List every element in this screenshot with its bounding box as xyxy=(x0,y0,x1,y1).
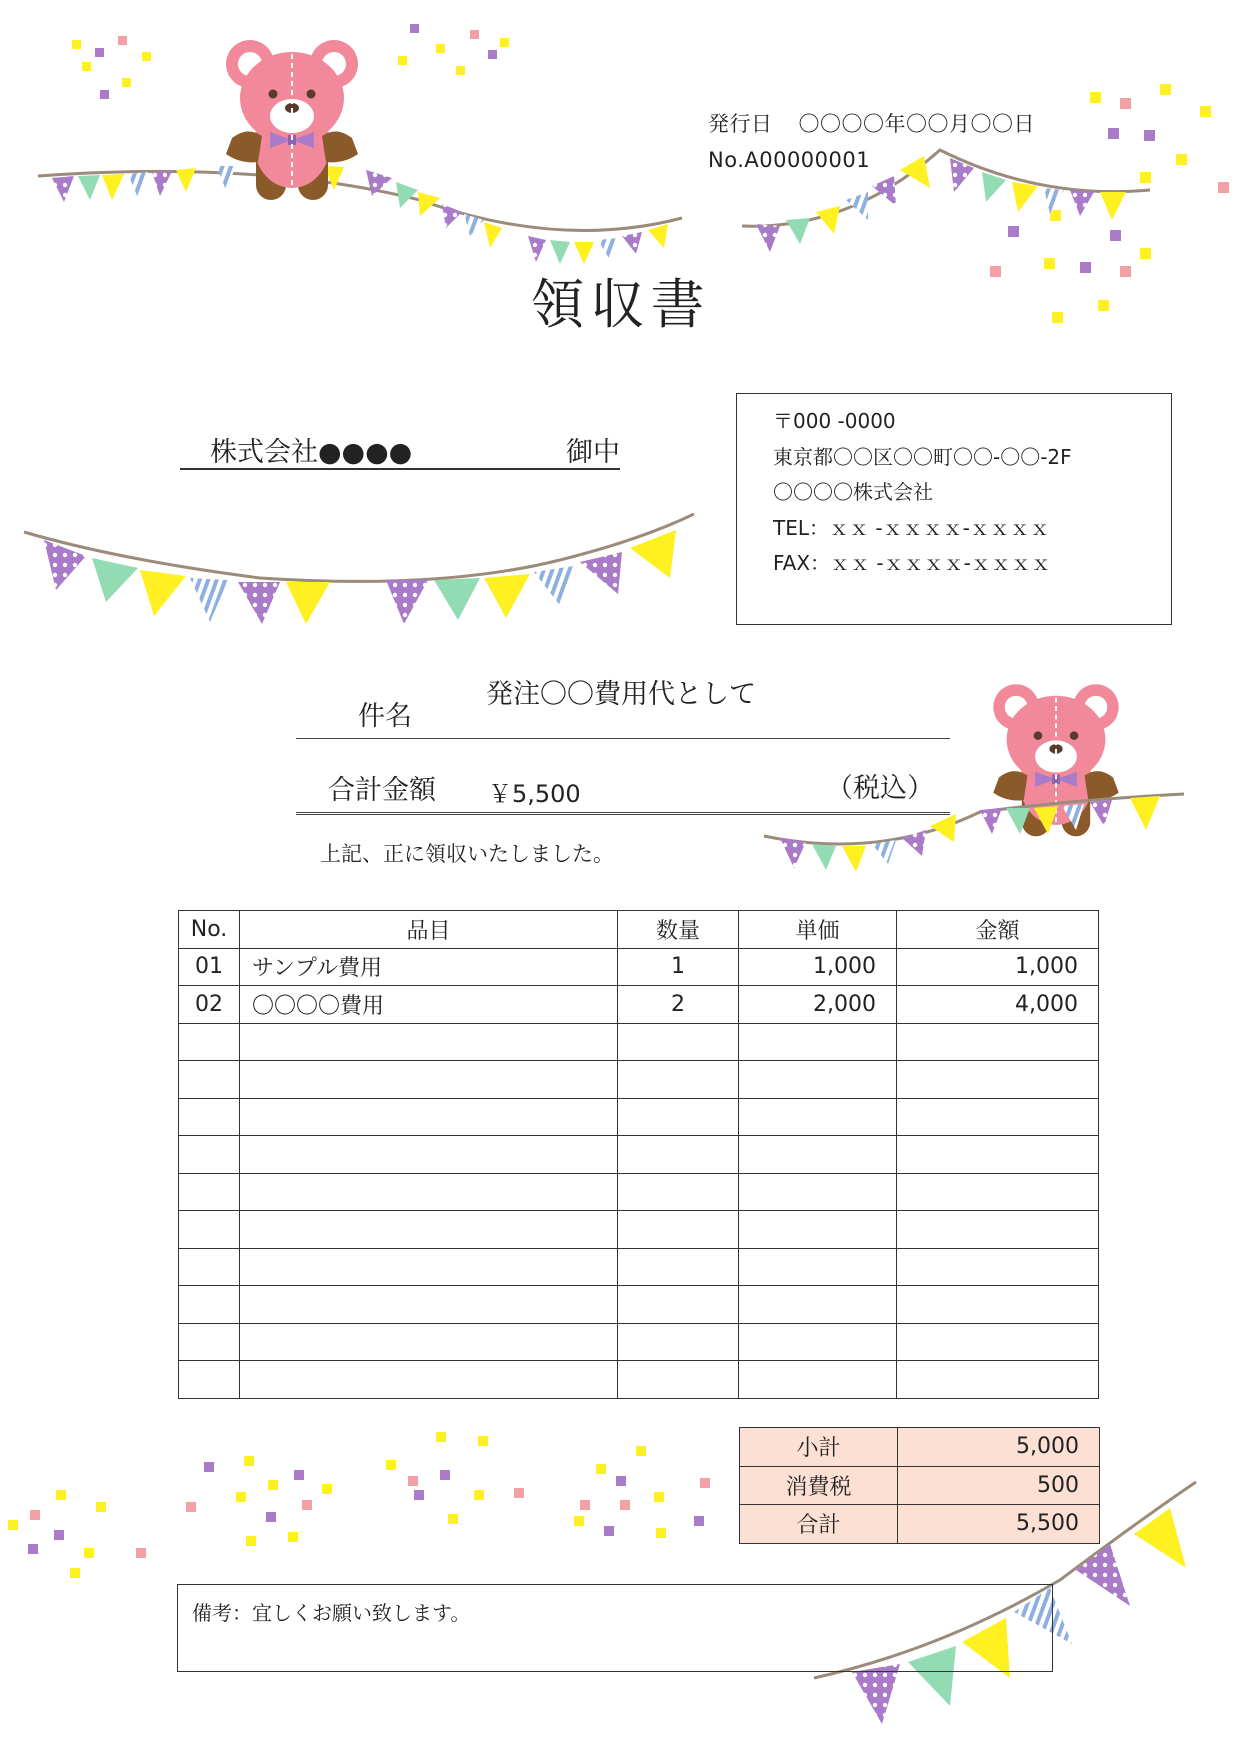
cell-unit-price xyxy=(739,1023,897,1061)
cell-amount: 4,000 xyxy=(897,986,1099,1024)
cell-unit-price xyxy=(739,1248,897,1286)
cell-amount xyxy=(897,1061,1099,1099)
table-row xyxy=(179,1248,1099,1286)
cell-unit-price xyxy=(739,1323,897,1361)
cell-qty: 2 xyxy=(618,986,739,1024)
totals-value: 5,500 xyxy=(898,1505,1100,1544)
cell-no xyxy=(179,1361,240,1399)
cell-qty xyxy=(618,1211,739,1249)
cell-item xyxy=(240,1248,618,1286)
cell-amount xyxy=(897,1361,1099,1399)
subject-label: 件名 xyxy=(358,701,412,732)
totals-value: 500 xyxy=(898,1466,1100,1505)
issue-date-value: 〇〇〇〇年〇〇月〇〇日 xyxy=(798,112,1035,136)
totals-row xyxy=(740,1466,1100,1505)
cell-no xyxy=(179,1211,240,1249)
header-item: 品目 xyxy=(240,911,618,949)
cell-unit-price xyxy=(739,1286,897,1324)
issue-date xyxy=(708,108,1035,138)
bear-illustration-right xyxy=(993,684,1118,836)
table-row xyxy=(179,1061,1099,1099)
cell-unit-price xyxy=(739,1361,897,1399)
header-no: No. xyxy=(179,911,240,949)
table-row xyxy=(179,1173,1099,1211)
issuer-tel: TEL：ｘｘ -ｘｘｘｘ-ｘｘｘｘ xyxy=(773,515,1050,540)
cell-amount xyxy=(897,1098,1099,1136)
cell-no xyxy=(179,1023,240,1061)
cell-no xyxy=(179,1248,240,1286)
cell-no: 01 xyxy=(179,948,240,986)
table-row xyxy=(179,1323,1099,1361)
cell-item xyxy=(240,1211,618,1249)
cell-item xyxy=(240,1361,618,1399)
cell-amount xyxy=(897,1173,1099,1211)
totals-label: 合計 xyxy=(740,1505,898,1544)
bunting-middle-left xyxy=(24,514,694,624)
issuer-company: 〇〇〇〇株式会社 xyxy=(773,480,933,504)
table-row xyxy=(179,1136,1099,1174)
cell-no: 02 xyxy=(179,986,240,1024)
cell-qty xyxy=(618,1173,739,1211)
header-unit-price: 単価 xyxy=(739,911,897,949)
issuer-address: 東京都〇〇区〇〇町〇〇-〇〇-2F xyxy=(773,444,1072,469)
table-row xyxy=(179,948,1099,986)
cell-unit-price xyxy=(739,1136,897,1174)
table-row xyxy=(179,1361,1099,1399)
addressee xyxy=(180,428,620,470)
document-title: 領収書 xyxy=(530,273,711,336)
cell-item xyxy=(240,1136,618,1174)
cell-amount xyxy=(897,1211,1099,1249)
cell-amount: 1,000 xyxy=(897,948,1099,986)
addressee-name: 株式会社●●●● xyxy=(210,437,413,468)
bunting-top-left xyxy=(38,166,682,264)
cell-qty xyxy=(618,1248,739,1286)
cell-no xyxy=(179,1173,240,1211)
cell-qty xyxy=(618,1023,739,1061)
total-value: ￥5,500 xyxy=(488,780,581,808)
cell-no xyxy=(179,1286,240,1324)
header-qty: 数量 xyxy=(618,911,739,949)
issue-date-label: 発行日 xyxy=(708,112,773,136)
items-table xyxy=(178,910,1099,1399)
cell-item: サンプル費用 xyxy=(240,948,618,986)
issuer-box xyxy=(736,393,1172,625)
cell-qty xyxy=(618,1361,739,1399)
cell-no xyxy=(179,1098,240,1136)
bear-illustration-top xyxy=(226,40,358,200)
cell-amount xyxy=(897,1323,1099,1361)
header-amount: 金額 xyxy=(897,911,1099,949)
cell-unit-price xyxy=(739,1173,897,1211)
cell-item: 〇〇〇〇費用 xyxy=(240,986,618,1024)
totals-value: 5,000 xyxy=(898,1428,1100,1467)
cell-item xyxy=(240,1061,618,1099)
table-row xyxy=(179,986,1099,1024)
cell-unit-price: 1,000 xyxy=(739,948,897,986)
subject-value: 発注〇〇費用代として xyxy=(486,679,756,710)
cell-unit-price: 2,000 xyxy=(739,986,897,1024)
table-header-row xyxy=(179,911,1099,949)
cell-item xyxy=(240,1173,618,1211)
cell-unit-price xyxy=(739,1211,897,1249)
table-row xyxy=(179,1211,1099,1249)
totals-label: 小計 xyxy=(740,1428,898,1467)
issuer-postal: 〒000 -0000 xyxy=(773,409,896,433)
total-label: 合計金額 xyxy=(328,775,436,806)
cell-no xyxy=(179,1323,240,1361)
cell-unit-price xyxy=(739,1061,897,1099)
cell-qty xyxy=(618,1098,739,1136)
issuer-fax: FAX：ｘｘ -ｘｘｘｘ-ｘｘｘｘ xyxy=(773,551,1051,575)
cell-item xyxy=(240,1323,618,1361)
cell-item xyxy=(240,1286,618,1324)
cell-amount xyxy=(897,1286,1099,1324)
cell-qty xyxy=(618,1136,739,1174)
tax-included-note: （税込） xyxy=(826,773,934,804)
cell-qty xyxy=(618,1061,739,1099)
cell-no xyxy=(179,1061,240,1099)
cell-qty xyxy=(618,1286,739,1324)
totals-table xyxy=(739,1427,1100,1544)
subject-line xyxy=(296,679,950,739)
table-row xyxy=(179,1098,1099,1136)
cell-unit-price xyxy=(739,1098,897,1136)
table-row xyxy=(179,1286,1099,1324)
cell-item xyxy=(240,1098,618,1136)
addressee-honorific: 御中 xyxy=(566,437,620,468)
totals-row xyxy=(740,1505,1100,1544)
totals-row xyxy=(740,1428,1100,1467)
received-statement: 上記、正に領収いたしました。 xyxy=(320,842,614,866)
receipt-number: No.A00000001 xyxy=(708,148,871,172)
cell-qty: 1 xyxy=(618,948,739,986)
notes-box: 備考：宜しくお願い致します。 xyxy=(177,1584,1053,1672)
cell-item xyxy=(240,1023,618,1061)
cell-qty xyxy=(618,1323,739,1361)
table-row xyxy=(179,1023,1099,1061)
cell-amount xyxy=(897,1248,1099,1286)
cell-amount xyxy=(897,1023,1099,1061)
cell-amount xyxy=(897,1136,1099,1174)
total-amount-line xyxy=(296,770,950,815)
totals-label: 消費税 xyxy=(740,1466,898,1505)
cell-no xyxy=(179,1136,240,1174)
